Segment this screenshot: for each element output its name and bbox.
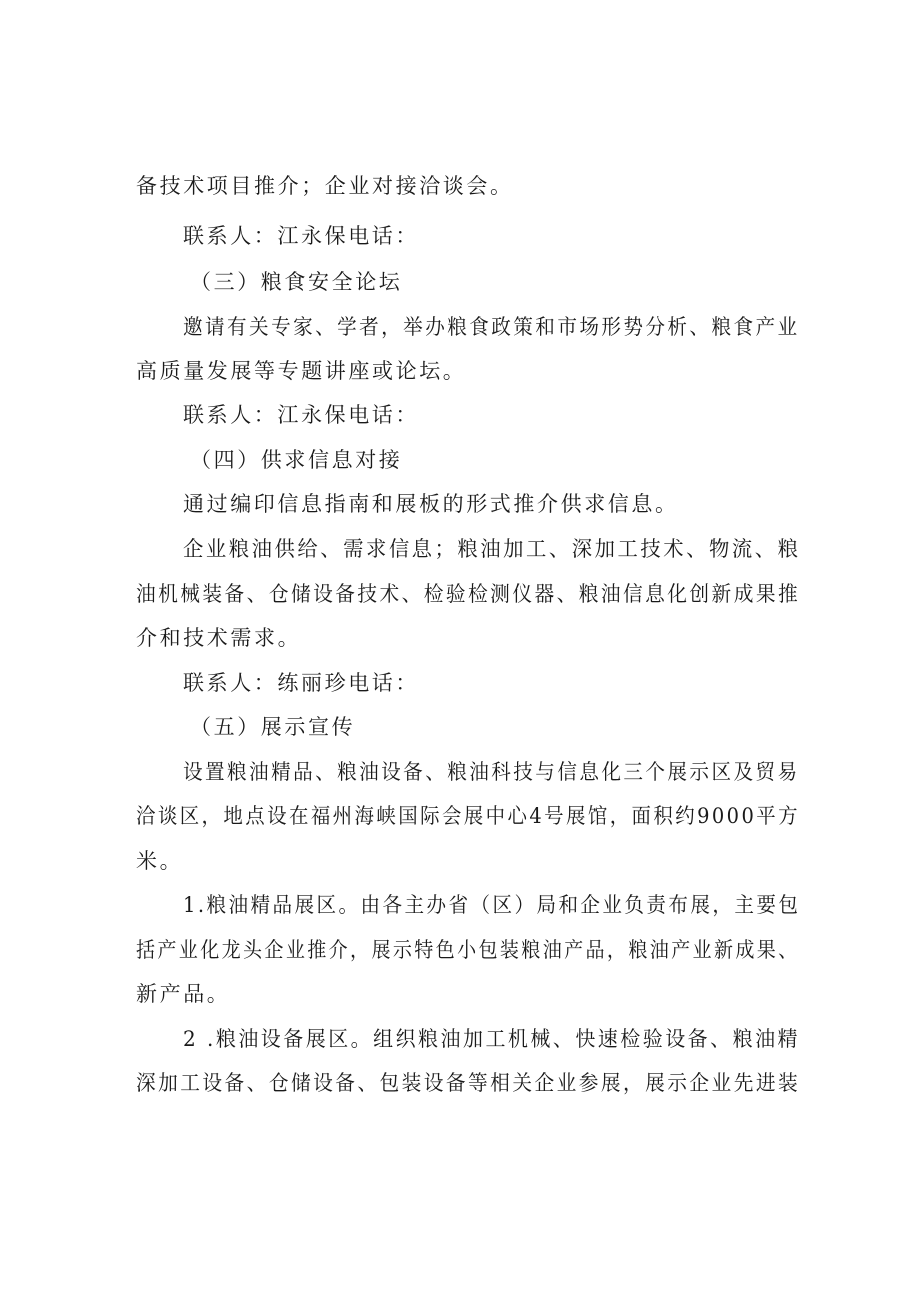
paragraph-line: 油机械装备、仓储设备技术、检验检测仪器、粮油信息化创新成果推 bbox=[136, 582, 801, 606]
paragraph-line: 深加工设备、仓储设备、包装设备等相关企业参展，展示企业先进装 bbox=[136, 1071, 801, 1095]
paragraph-line: 1.粮油精品展区。由各主办省（区）局和企业负责布展，主要包 bbox=[183, 893, 801, 917]
section-heading: （三）粮食安全论坛 bbox=[190, 270, 403, 294]
section-heading: （五）展示宣传 bbox=[190, 715, 356, 739]
paragraph-line: 设置粮油精品、粮油设备、粮油科技与信息化三个展示区及贸易 bbox=[183, 760, 800, 784]
paragraph-line: 通过编印信息指南和展板的形式推介供求信息。 bbox=[183, 492, 679, 516]
paragraph-line: 介和技术需求。 bbox=[136, 626, 302, 650]
contact-line: 联系人：江永保电话： bbox=[183, 224, 419, 248]
section-heading: （四）供求信息对接 bbox=[190, 448, 403, 472]
contact-line: 联系人：江永保电话： bbox=[183, 403, 419, 427]
paragraph-line: 企业粮油供给、需求信息；粮油加工、深加工技术、物流、粮 bbox=[183, 537, 801, 561]
paragraph-line: 邀请有关专家、学者，举办粮食政策和市场形势分析、粮食产业 bbox=[183, 315, 800, 339]
text-line: 备技术项目推介；企业对接洽谈会。 bbox=[136, 174, 514, 198]
contact-line: 联系人：练丽珍电话： bbox=[183, 671, 419, 695]
paragraph-line: 高质量发展等专题讲座或论坛。 bbox=[136, 359, 467, 383]
paragraph-line: 洽谈区，地点设在福州海峡国际会展中心4号展馆，面积约9000平方 bbox=[136, 804, 800, 828]
paragraph-line: 括产业化龙头企业推介，展示特色小包装粮油产品，粮油产业新成果、 bbox=[136, 938, 800, 962]
paragraph-line: 2 .粮油设备展区。组织粮油加工机械、快速检验设备、粮油精 bbox=[183, 1027, 801, 1051]
paragraph-line: 米。 bbox=[136, 849, 184, 873]
paragraph-line: 新产品。 bbox=[136, 982, 231, 1006]
